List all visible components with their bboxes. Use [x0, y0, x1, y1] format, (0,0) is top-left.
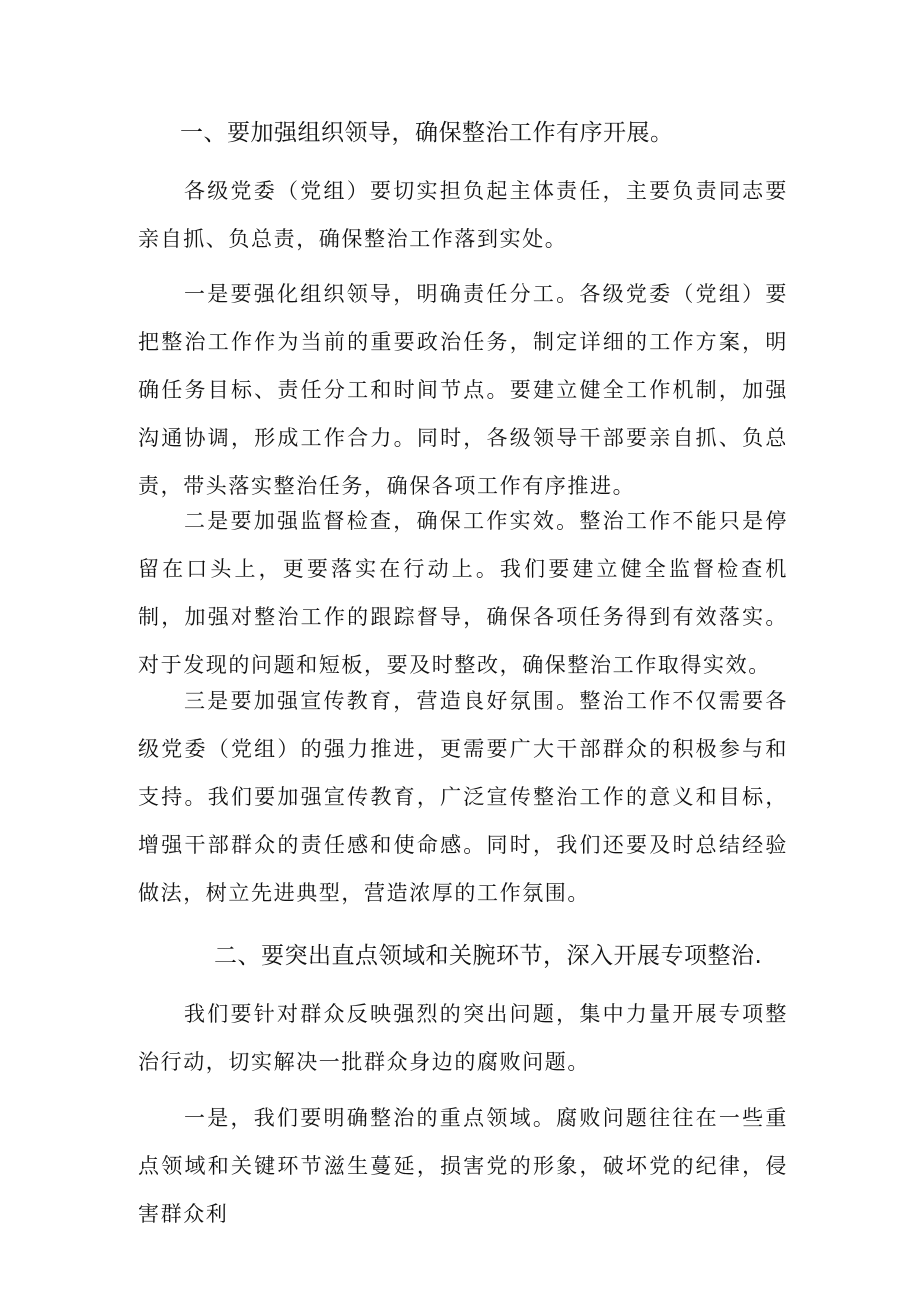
- section-heading-2: 二、要突出直点领域和关腕环节，深入开展专项整治.: [214, 943, 763, 969]
- section-1-point-2-paragraph: 二是要加强监督检查，确保工作实效。整治工作不能只是停留在口头上，更要落实在行动上。我们要建立健全监督检查机制，加强对整治工作的跟踪督导，确保各项任务得到有效落实。对于发现的问题和短板，要及时整改，确保整治工作取得实效。: [138, 509, 788, 677]
- section-2-intro-paragraph: 我们要针对群众反映强烈的突出问题，集中力量开展专项整治行动，切实解决一批群众身边的腐败问题。: [138, 1002, 788, 1074]
- section-1-point-1-paragraph: 一是要强化组织领导，明确责任分工。各级党委（党组）要把整治工作作为当前的重要政治任务，制定详细的工作方案，明确任务目标、责任分工和时间节点。要建立健全工作机制，加强沟通协调，形成工作合力。同时，各级领导干部要亲自抓、负总责，带头落实整治任务，确保各项工作有序推进。: [138, 282, 788, 498]
- section-2-point-1-paragraph: 一是，我们要明确整治的重点领域。腐败问题往往在一些重点领域和关键环节滋生蔓延，损害党的形象，破坏党的纪律，侵害群众利: [138, 1106, 788, 1226]
- section-1-point-3-paragraph: 三是要加强宣传教育，营造良好氛围。整治工作不仅需要各级党委（党组）的强力推进，更需要广大干部群众的积极参与和支持。我们要加强宣传教育，广泛宣传整治工作的意义和目标，增强干部群众的责任感和使命感。同时，我们还要及时总结经验做法，树立先进典型，营造浓厚的工作氛围。: [138, 689, 788, 905]
- section-1-intro-paragraph: 各级党委（党组）要切实担负起主体责任，主要负责同志要亲自抓、负总责，确保整治工作落到实处。: [138, 179, 788, 251]
- section-heading-1: 一、要加强组织领导，确保整治工作有序开展。: [180, 120, 674, 146]
